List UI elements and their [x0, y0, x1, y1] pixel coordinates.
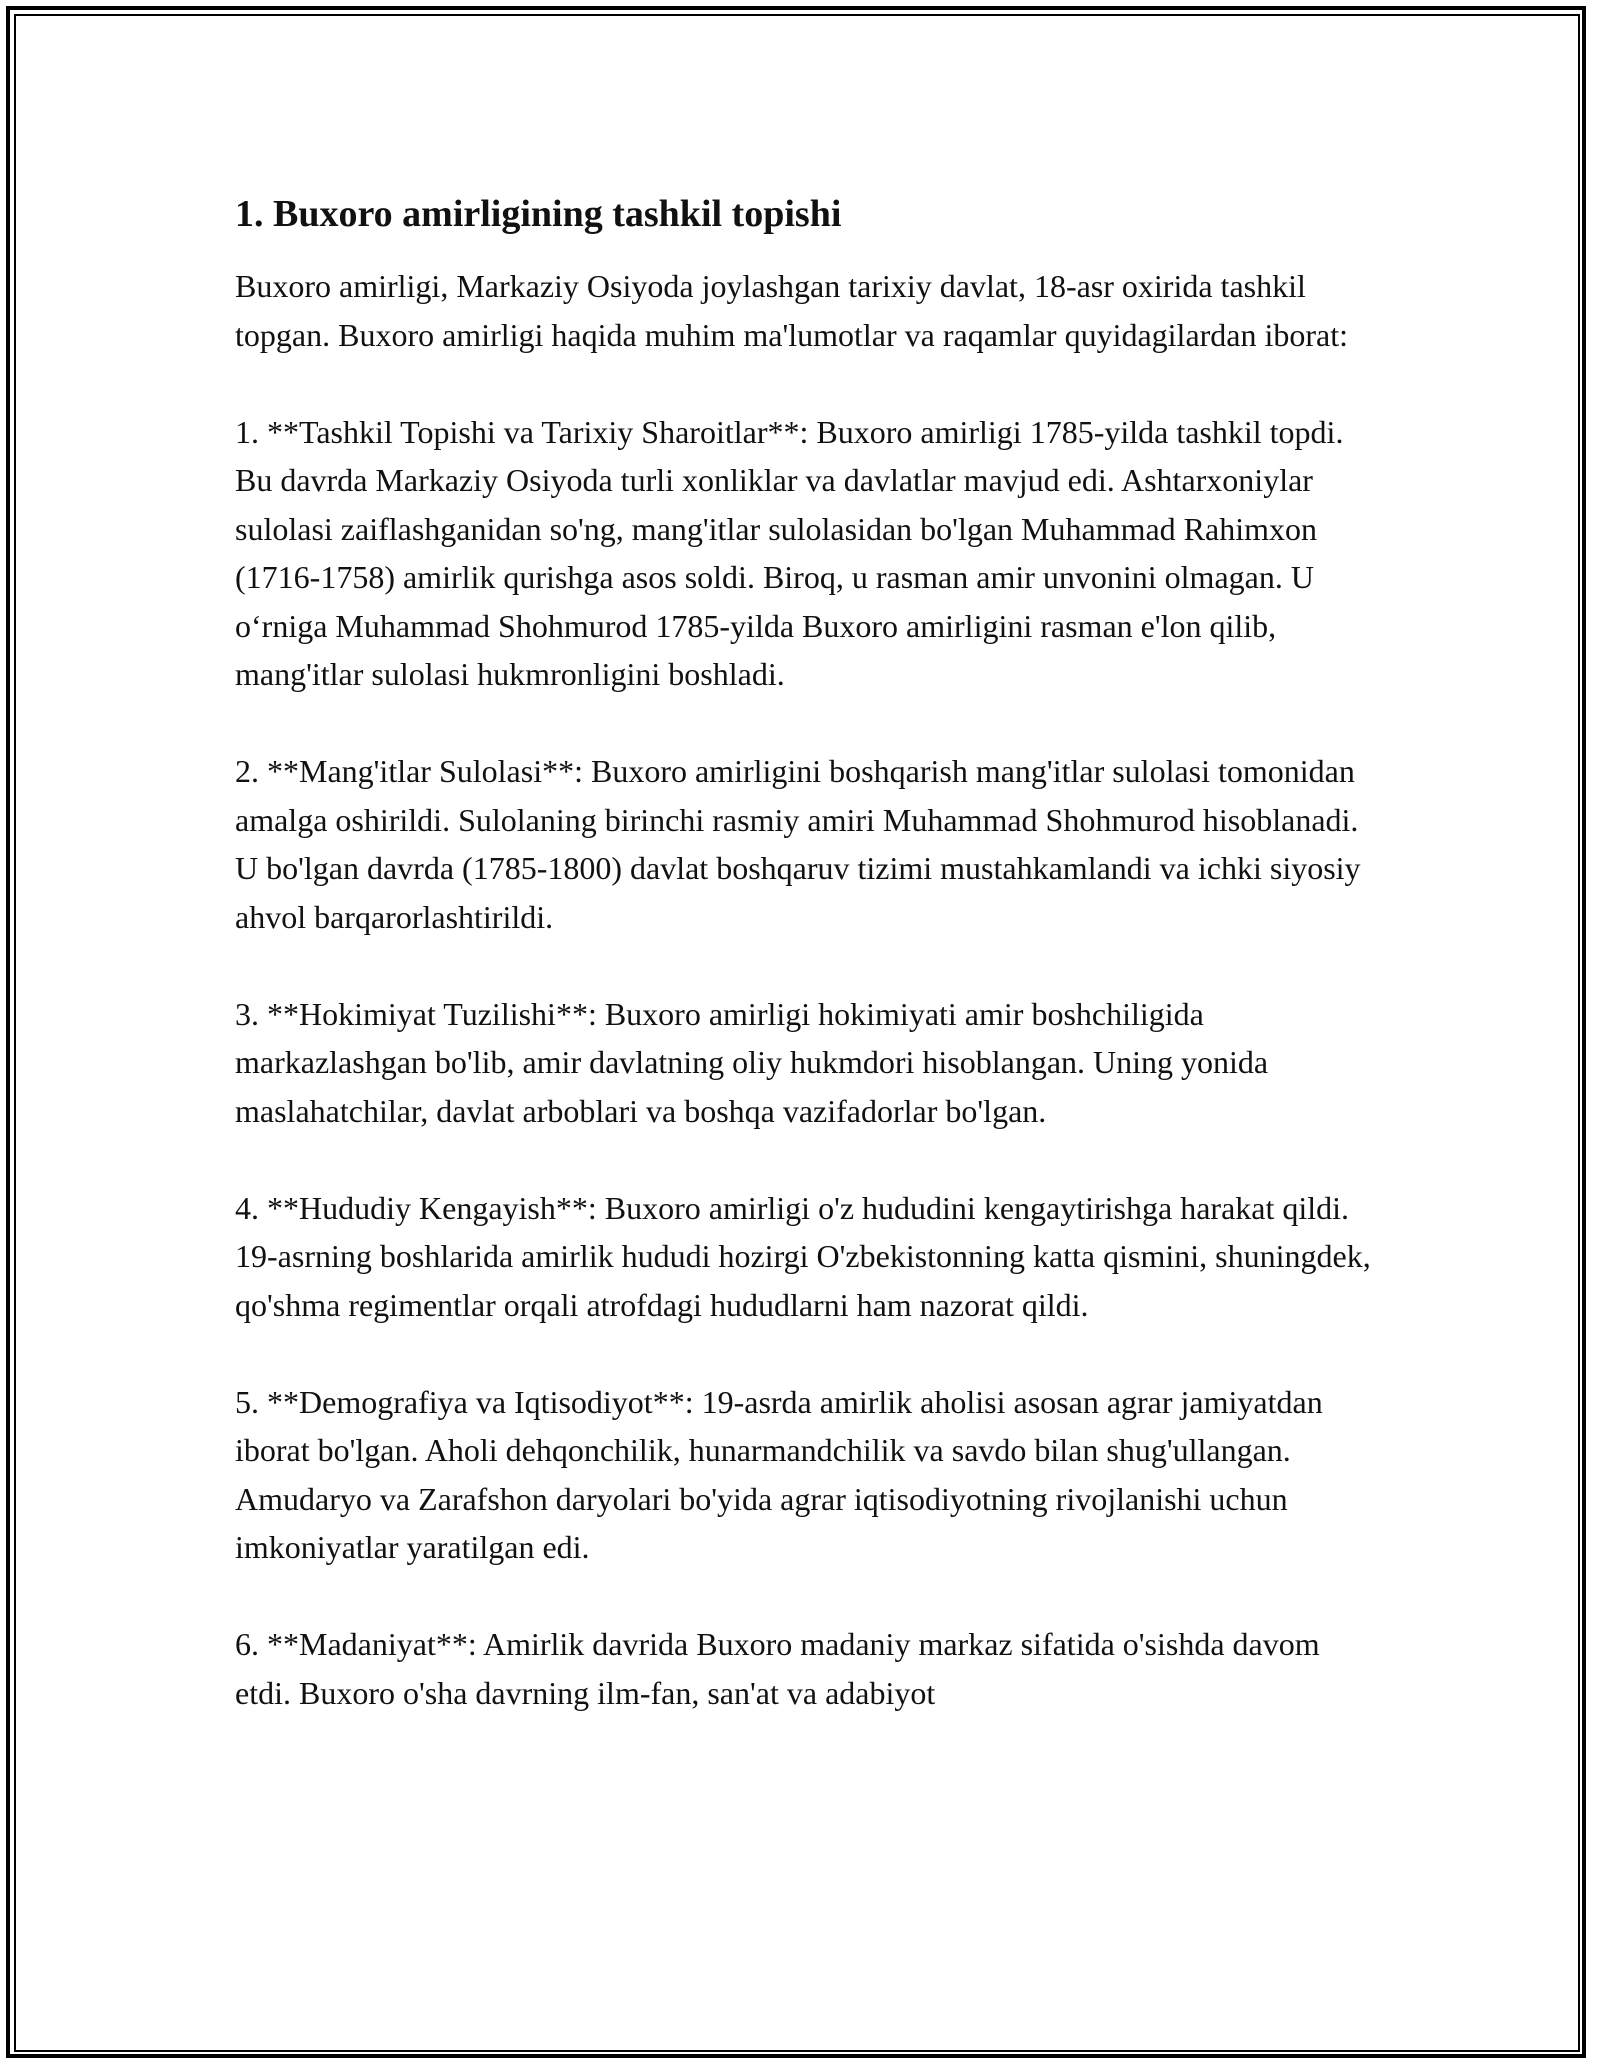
paragraph-item-6: 6. **Madaniyat**: Amirlik davrida Buxoro madaniy markaz sifatida o'sishda davom etdi. Buxoro o'sha davrning ilm-fan, san'at va adabiyot	[235, 1626, 1320, 1711]
paragraph-intro: Buxoro amirligi, Markaziy Osiyoda joylashgan tarixiy davlat, 18-asr oxirida tashkil topgan. Buxoro amirligi haqida muhim ma'lumotlar va raqamlar quyidagilardan iborat:	[235, 268, 1349, 353]
paragraph-item-5: 5. **Demografiya va Iqtisodiyot**: 19-asrda amirlik aholisi asosan agrar jamiyatdan iborat bo'lgan. Aholi dehqonchilik, hunarmandchilik va savdo bilan shug'ullangan. Amudaryo va Zarafshon daryolari bo'yida agrar iqtisodiyotning rivojlanishi uchun imkoniyatlar yaratilgan edi.	[235, 1383, 1323, 1565]
paragraph-item-1: 1. **Tashkil Topishi va Tarixiy Sharoitlar**: Buxoro amirligi 1785-yilda tashkil topdi. Bu davrda Markaziy Osiyoda turli xonliklar va davlatlar mavjud edi. Ashtarxoniylar sulolasi zaiflashganidan so'ng, mang'itlar sulolasidan bo'lgan Muhammad Rahimxon (1716-1758) amirlik qurishga asos soldi. Biroq, u rasman amir unvonini olmagan. U o‘rniga Muhammad Shohmurod 1785-yilda Buxoro amirligini rasman e'lon qilib, mang'itlar sulolasi hukmronligini boshladi.	[235, 413, 1344, 692]
paragraph-item-4: 4. **Hududiy Kengayish**: Buxoro amirligi o'z hududini kengaytirishga harakat qildi. 19-asrning boshlarida amirlik hududi hozirgi O'zbekistonning katta qismini, shuningdek, qo'shma regimentlar orqali atrofdagi hududlarni ham nazorat qildi.	[235, 1189, 1371, 1323]
document-body	[235, 190, 1375, 1766]
paragraph-item-2: 2. **Mang'itlar Sulolasi**: Buxoro amirligini boshqarish mang'itlar sulolasi tomonidan amalga oshirildi. Sulolaning birinchi rasmiy amiri Muhammad Shohmurod hisoblanadi. U bo'lgan davrda (1785-1800) davlat boshqaruv tizimi mustahkamlandi va ichki siyosiy ahvol barqarorlashtirildi.	[235, 753, 1361, 935]
document-title: 1. Buxoro amirligining tashkil topishi	[235, 193, 842, 235]
paragraph-item-3: 3. **Hokimiyat Tuzilishi**: Buxoro amirligi hokimiyati amir boshchiligida markazlashgan bo'lib, amir davlatning oliy hukmdori hisoblangan. Uning yonida maslahatchilar, davlat arboblari va boshqa vazifadorlar bo'lgan.	[235, 995, 1269, 1129]
